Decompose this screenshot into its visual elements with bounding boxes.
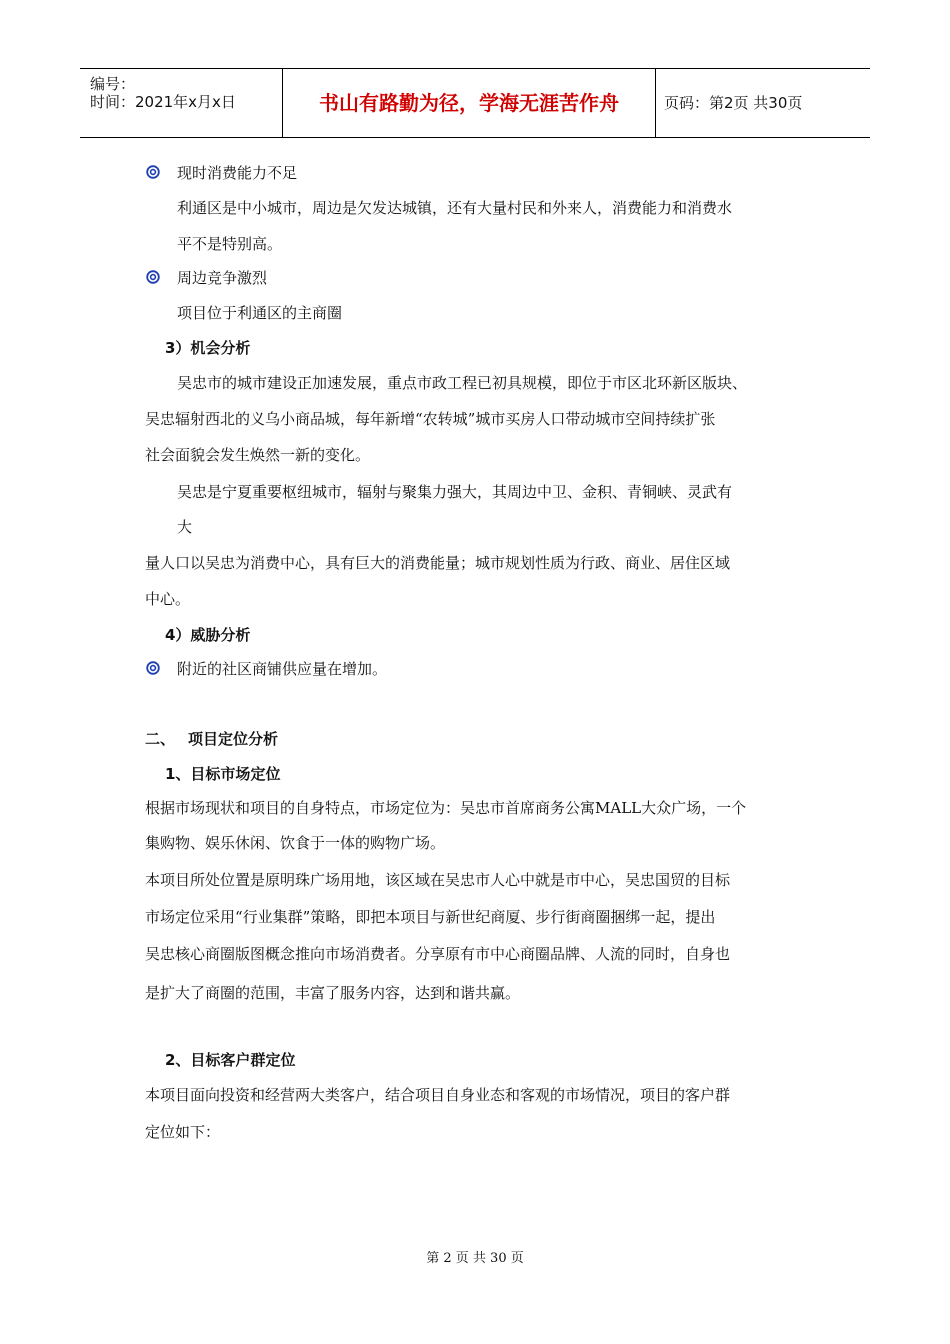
paragraph-line: 平不是特别高。 — [177, 235, 283, 253]
heading-target-customer: 2、目标客户群定位 — [165, 1051, 296, 1069]
double-circle-icon — [146, 165, 160, 179]
heading-target-market: 1、目标市场定位 — [165, 765, 281, 783]
paragraph-line: 集购物、娱乐休闲、饮食于一体的购物广场。 — [145, 834, 446, 852]
paragraph-line: 吴忠辐射西北的义乌小商品城，每年新增“农转城”城市买房人口带动城市空间持续扩张 — [145, 410, 716, 428]
bullet-title-competition: 周边竞争激烈 — [177, 269, 268, 287]
paragraph-line: 中心。 — [145, 590, 191, 608]
paragraph-line: 根据市场现状和项目的自身特点，市场定位为：吴忠市首席商务公寓MALL大众广场，一个 — [145, 799, 747, 817]
paragraph-line: 吴忠核心商圈版图概念推向市场消费者。分享原有市中心商圈品牌、人流的同时，自身也 — [145, 945, 731, 963]
page-header — [80, 68, 870, 138]
date-line: 时间：2021年x月x日 — [90, 93, 236, 111]
header-info-cell — [80, 69, 282, 137]
heading-threat: 4）威胁分析 — [165, 626, 251, 644]
section-number: 二、 — [145, 730, 176, 748]
paragraph-line: 是扩大了商圈的范围，丰富了服务内容，达到和谐共赢。 — [145, 984, 521, 1002]
paragraph-line: 市场定位采用“行业集群”策略，即把本项目与新世纪商厦、步行街商圈捆绑一起，提出 — [145, 908, 716, 926]
page-footer: 第 2 页 共 30 页 — [426, 1251, 524, 1266]
header-page-info: 页码：第2页 共30页 — [664, 94, 803, 112]
bullet-title-consumption: 现时消费能力不足 — [177, 164, 298, 182]
paragraph-line: 项目位于利通区的主商圈 — [177, 304, 343, 322]
paragraph-line: 本项目所处位置是原明珠广场用地，该区域在吴忠市人心中就是市中心，吴忠国贸的目标 — [145, 871, 731, 889]
double-circle-icon — [146, 270, 160, 284]
bullet-title-supply: 附近的社区商铺供应量在增加。 — [177, 660, 388, 678]
paragraph-line: 吴忠市的城市建设正加速发展，重点市政工程已初具规模，即位于市区北环新区版块、 — [177, 374, 748, 392]
header-motto: 书山有路勤为径，学海无涯苦作舟 — [282, 69, 656, 137]
paragraph-line: 本项目面向投资和经营两大类客户，结合项目自身业态和客观的市场情况，项目的客户群 — [145, 1086, 731, 1104]
paragraph-line: 定位如下： — [145, 1123, 221, 1141]
paragraph-line: 社会面貌会发生焕然一新的变化。 — [145, 446, 371, 464]
paragraph-line: 量人口以吴忠为消费中心，具有巨大的消费能量；城市规划性质为行政、商业、居住区域 — [145, 554, 731, 572]
paragraph-line: 大 — [177, 518, 193, 536]
double-circle-icon — [146, 661, 160, 675]
heading-opportunity: 3）机会分析 — [165, 339, 251, 357]
paragraph-line: 吴忠是宁夏重要枢纽城市，辐射与聚集力强大，其周边中卫、金积、青铜峡、灵武有 — [177, 483, 733, 501]
paragraph-line: 利通区是中小城市，周边是欠发达城镇，还有大量村民和外来人，消费能力和消费水 — [177, 199, 733, 217]
section-title: 项目定位分析 — [188, 730, 279, 748]
number-label: 编号： — [90, 75, 136, 93]
